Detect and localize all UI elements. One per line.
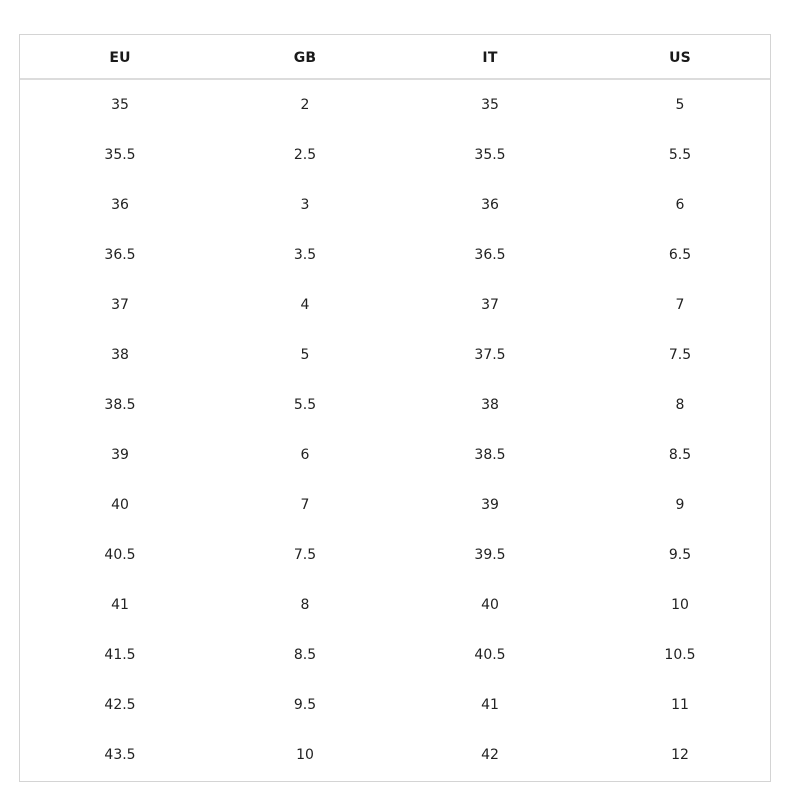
cell-us: 6 xyxy=(675,197,685,213)
table-row xyxy=(20,280,770,330)
cell-eu: 38.5 xyxy=(104,397,136,413)
cell-us: 8 xyxy=(675,397,685,413)
table-row xyxy=(20,630,770,680)
cell-us: 5.5 xyxy=(668,147,692,163)
cell-us: 7.5 xyxy=(668,347,692,363)
cell-gb: 4 xyxy=(300,297,310,313)
cell-gb: 6 xyxy=(300,447,310,463)
cell-us: 10 xyxy=(671,597,689,613)
cell-eu: 35 xyxy=(111,97,129,113)
table-row xyxy=(20,730,770,780)
cell-gb: 3.5 xyxy=(293,247,317,263)
cell-eu: 43.5 xyxy=(104,747,136,763)
column-header-gb: GB xyxy=(293,49,317,66)
cell-us: 9 xyxy=(675,497,685,513)
table-row xyxy=(20,380,770,430)
cell-gb: 8 xyxy=(300,597,310,613)
cell-eu: 40 xyxy=(111,497,129,513)
column-header-eu: EU xyxy=(109,49,131,66)
cell-gb: 10 xyxy=(296,747,314,763)
cell-it: 35 xyxy=(481,97,499,113)
table-header-row xyxy=(20,35,770,80)
table-row xyxy=(20,130,770,180)
table-row xyxy=(20,580,770,630)
table-row xyxy=(20,230,770,280)
cell-gb: 7.5 xyxy=(293,547,317,563)
cell-eu: 38 xyxy=(111,347,129,363)
cell-eu: 36.5 xyxy=(104,247,136,263)
cell-eu: 41 xyxy=(111,597,129,613)
cell-gb: 8.5 xyxy=(293,647,317,663)
cell-us: 5 xyxy=(675,97,685,113)
cell-eu: 36 xyxy=(111,197,129,213)
table-row xyxy=(20,180,770,230)
cell-gb: 7 xyxy=(300,497,310,513)
column-header-us: US xyxy=(669,49,691,66)
cell-eu: 41.5 xyxy=(104,647,136,663)
column-header-it: IT xyxy=(482,49,498,66)
cell-gb: 2.5 xyxy=(293,147,317,163)
cell-it: 42 xyxy=(481,747,499,763)
cell-eu: 37 xyxy=(111,297,129,313)
cell-it: 36 xyxy=(481,197,499,213)
cell-it: 39.5 xyxy=(474,547,506,563)
cell-it: 41 xyxy=(481,697,499,713)
cell-it: 40 xyxy=(481,597,499,613)
cell-eu: 35.5 xyxy=(104,147,136,163)
cell-us: 11 xyxy=(671,697,689,713)
cell-it: 35.5 xyxy=(474,147,506,163)
table-row xyxy=(20,480,770,530)
cell-gb: 5 xyxy=(300,347,310,363)
cell-it: 38.5 xyxy=(474,447,506,463)
cell-it: 37.5 xyxy=(474,347,506,363)
table-body xyxy=(20,80,770,780)
cell-us: 8.5 xyxy=(668,447,692,463)
cell-us: 10.5 xyxy=(664,647,696,663)
cell-gb: 3 xyxy=(300,197,310,213)
table-row xyxy=(20,80,770,130)
table-row xyxy=(20,330,770,380)
cell-gb: 2 xyxy=(300,97,310,113)
cell-us: 6.5 xyxy=(668,247,692,263)
cell-it: 39 xyxy=(481,497,499,513)
cell-it: 38 xyxy=(481,397,499,413)
cell-us: 7 xyxy=(675,297,685,313)
cell-eu: 42.5 xyxy=(104,697,136,713)
table-row xyxy=(20,430,770,480)
cell-it: 40.5 xyxy=(474,647,506,663)
cell-gb: 5.5 xyxy=(293,397,317,413)
table-row xyxy=(20,680,770,730)
cell-us: 12 xyxy=(671,747,689,763)
cell-gb: 9.5 xyxy=(293,697,317,713)
cell-eu: 39 xyxy=(111,447,129,463)
cell-eu: 40.5 xyxy=(104,547,136,563)
table-row xyxy=(20,530,770,580)
size-conversion-table xyxy=(19,34,771,782)
cell-it: 36.5 xyxy=(474,247,506,263)
cell-us: 9.5 xyxy=(668,547,692,563)
cell-it: 37 xyxy=(481,297,499,313)
